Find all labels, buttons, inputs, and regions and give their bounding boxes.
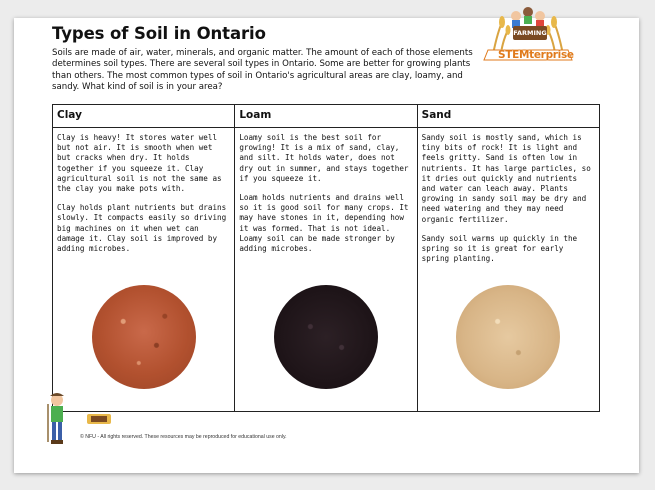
small-stemterprise-logo [85,410,113,428]
loam-paragraph-1: Loamy soil is the best soil for growing! It is a mix of sand, clay, and silt. It holds water, does not dry out in summer, and stays together if you squeeze it. [239,133,409,183]
clay-paragraph-1: Clay is heavy! It stores water well but not air. It is smooth when wet but cracks when dry. It holds together if you squeeze it. Clay agricultural soil is not the same as the clay you make pots with. [57,133,222,194]
sand-column [417,105,599,411]
column-heading-clay: Clay [53,105,234,128]
sand-paragraph-1: Sandy soil is mostly sand, which is tiny bits of rock! It is light and feels gritty. Sand is often low in nutrients. It has large particles, so it dries out quickly and nutrients and water can leach away. Plants growing in sandy soil may be dry and need watering and they may need organic fertilizer. [421,133,591,224]
sand-soil-image [456,285,560,389]
farming-stemterprise-logo [472,2,584,74]
clay-soil-image [92,285,196,389]
copyright-footer: © NFU - All rights reserved. These resources may be reproduced for educational use only. [80,434,287,440]
column-body-clay [53,128,234,254]
page-title: Types of Soil in Ontario [52,24,266,43]
logo-brand-text: STEMterprise [498,49,574,61]
sand-paragraph-2: Sandy soil warms up quickly in the spring so it is great for early spring planting. [421,233,578,264]
intro-paragraph: Soils are made of air, water, minerals, and organic matter. The amount of each of those elements determines soil types. There are several soil types in Ontario. Some are better for growing plants than others. The most common types of soil in Ontario's agricultural areas are clay, loamy, and sandy. What kind of soil is in your area? [52,48,473,93]
column-body-loam [235,128,416,254]
loam-soil-image [274,285,378,389]
loam-paragraph-2: Loam holds nutrients and drains well so it is good soil for many crops. It may have stones in it, depending how it was formed. That is not ideal. Loamy soil can be made stronger by adding microbes. [239,193,409,254]
clay-column [53,105,234,411]
column-heading-sand: Sand [418,105,599,128]
farmer-mascot-icon [44,390,70,450]
loam-column [234,105,416,411]
logo-sign-text: FARMING [513,26,547,40]
soil-types-table [52,104,600,412]
clay-paragraph-2: Clay holds plant nutrients but drains slowly. It compacts easily so driving big machines on it when wet can damage it. Clay soil is improved by adding microbes. [57,203,227,254]
column-body-sand [418,128,599,264]
column-heading-loam: Loam [235,105,416,128]
